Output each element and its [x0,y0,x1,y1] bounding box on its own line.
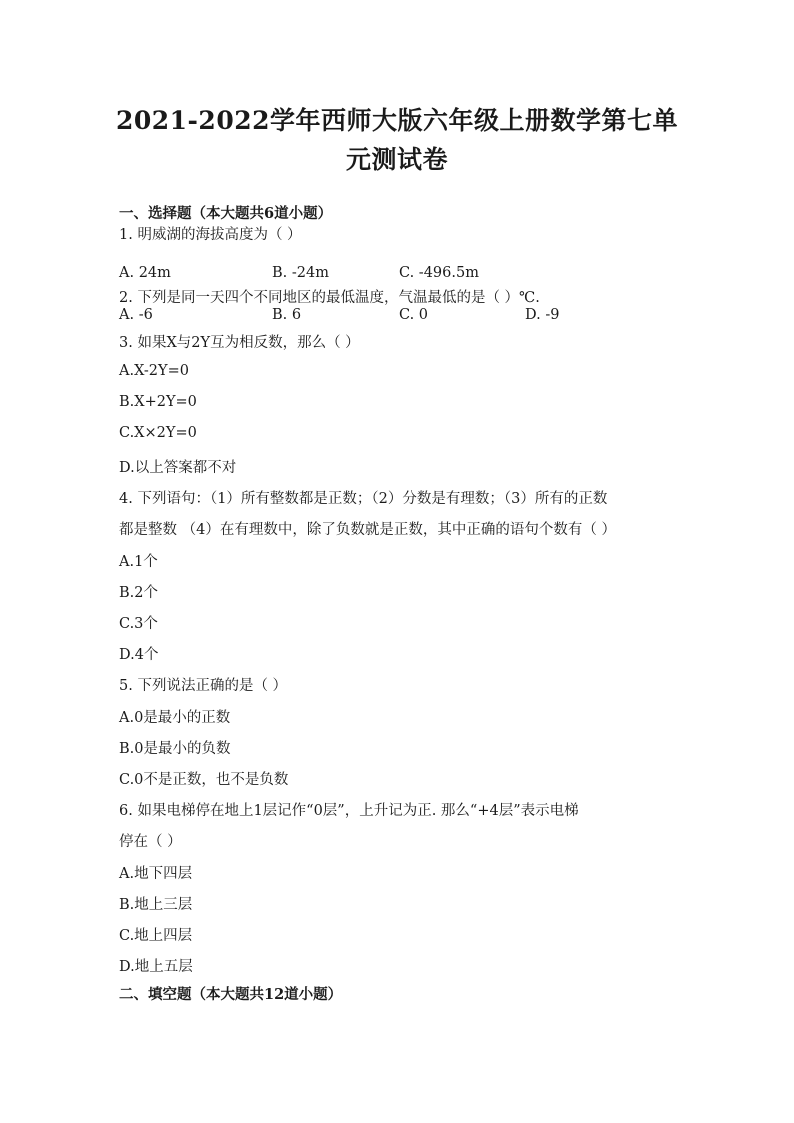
question-3-option-c: C.X×2Y=0 [119,425,197,441]
document-title-line-1: 2021-2022学年西师大版六年级上册数学第七单 [115,106,679,135]
question-2-option-c: C. 0 [399,307,429,323]
question-1-option-c: C. -496.5m [399,265,479,281]
question-6-option-a: A.地下四层 [119,866,193,882]
question-4-option-b: B.2个 [119,585,158,601]
question-6-option-d: D.地上五层 [119,959,193,975]
question-2-option-d: D. -9 [525,307,560,323]
question-4-option-a: A.1个 [119,554,158,570]
question-6-stem-line-1: 6. 如果电梯停在地上1层记作“0层”，上升记为正. 那么“+4层”表示电梯 [119,803,579,819]
question-3-option-b: B.X+2Y=0 [119,394,197,410]
question-5-option-a: A.0是最小的正数 [119,710,231,726]
question-6-stem-line-2: 停在（ ） [119,834,182,850]
question-1-option-a: A. 24m [119,265,171,281]
question-5-stem: 5. 下列说法正确的是（ ） [119,678,288,694]
question-1-options [119,265,679,285]
question-1-stem: 1. 明威湖的海拔高度为（ ） [119,227,302,243]
question-4-option-d: D.4个 [119,647,159,663]
question-2-option-a: A. -6 [119,307,153,323]
question-4-stem-line-1: 4. 下列语句：（1）所有整数都是正数；（2）分数是有理数；（3）所有的正数 [119,491,608,507]
question-4-option-c: C.3个 [119,616,158,632]
question-6-option-c: C.地上四层 [119,928,193,944]
question-3-option-d: D.以上答案都不对 [119,460,237,476]
question-1-option-b: B. -24m [272,265,329,281]
question-4-stem-line-2: 都是整数 （4）在有理数中，除了负数就是正数，其中正确的语句个数有（ ） [119,522,616,538]
question-3-option-a: A.X-2Y=0 [119,363,189,379]
question-2-stem: 2. 下列是同一天四个不同地区的最低温度，气温最低的是（ ）℃. [119,290,540,306]
question-6-option-b: B.地上三层 [119,897,193,913]
question-5-option-c: C.0不是正数，也不是负数 [119,772,289,788]
document-title-line-2: 元测试卷 [345,145,448,174]
section-1-heading: 一、选择题（本大题共6道小题） [119,205,333,222]
section-2-heading: 二、填空题（本大题共12道小题） [119,986,343,1003]
question-2-options [119,307,679,327]
question-3-stem: 3. 如果X与2Y互为相反数，那么（ ） [119,335,360,351]
question-5-option-b: B.0是最小的负数 [119,741,231,757]
question-2-option-b: B. 6 [272,307,302,323]
